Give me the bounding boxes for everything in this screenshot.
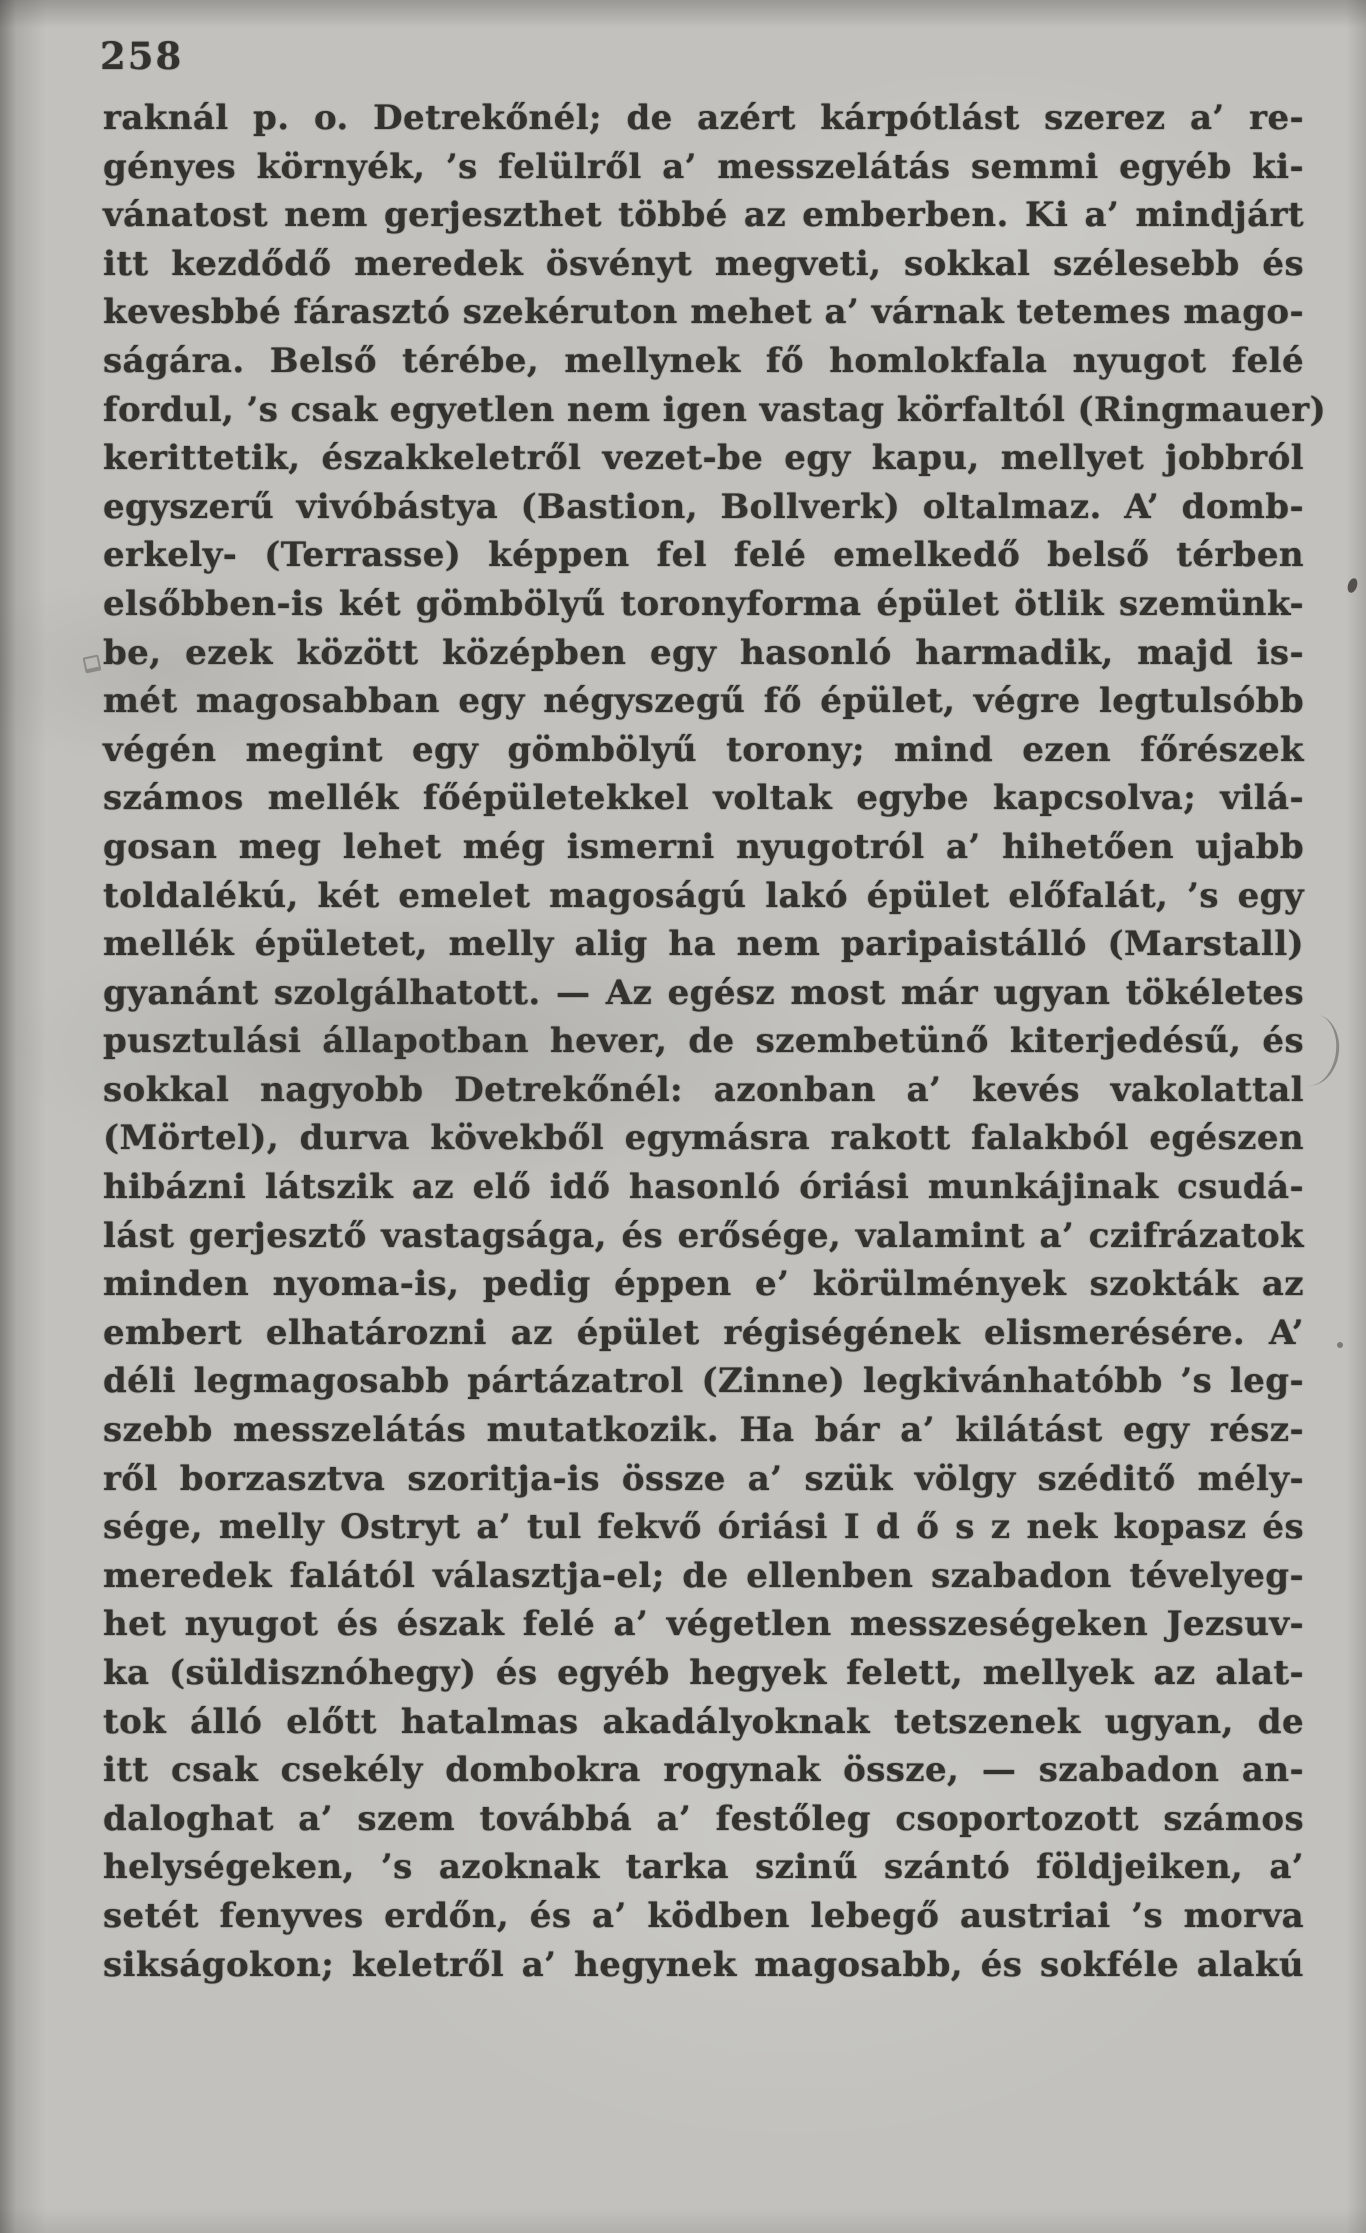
text-line: setét fenyves erdőn, és a’ ködben lebegő austriai ’s morva — [103, 1895, 1304, 1936]
text-line: mét magosabban egy négyszegű fő épület, végre legtulsóbb — [103, 681, 1304, 722]
text-line: itt kezdődő meredek ösvényt megveti, sokkal szélesebb és — [103, 243, 1304, 284]
text-line: mellék épületet, melly alig ha nem paripaistálló (Marstall) — [103, 924, 1304, 965]
text-line: toldalékú, két emelet magoságú lakó épület előfalát, ’s egy — [103, 875, 1304, 916]
text-line: hibázni látszik az elő idő hasonló óriási munkájinak csudá- — [103, 1167, 1304, 1208]
text-line: (Mörtel), durva kövekből egymásra rakott falakból egészen — [103, 1118, 1304, 1159]
body-text — [103, 94, 1327, 1989]
text-line: szebb messzelátás mutatkozik. Ha bár a’ kilátást egy rész- — [103, 1410, 1304, 1451]
text-line: gosan meg lehet még ismerni nyugotról a’ hihetően ujabb — [103, 826, 1304, 867]
text-line: het nyugot és észak felé a’ végetlen messzeségeken Jezsuv- — [103, 1604, 1304, 1645]
text-line: helységeken, ’s azoknak tarka szinű szántó földjeiken, a’ — [103, 1847, 1304, 1888]
text-line: meredek falától választja-el; de ellenben szabadon tévelyeg- — [103, 1555, 1304, 1596]
text-line: gényes környék, ’s felülről a’ messzelátás semmi egyéb ki- — [103, 146, 1304, 187]
text-line: ka (süldisznóhegy) és egyéb hegyek felett, mellyek az alat- — [103, 1653, 1304, 1693]
text-line: erkely- (Terrasse) képpen fel felé emelkedő belső térben — [103, 535, 1304, 576]
text-line: be, ezek között középben egy hasonló harmadik, majd is- — [103, 632, 1304, 673]
text-line: itt csak csekély dombokra rogynak össze, — szabadon an- — [103, 1750, 1304, 1791]
text-line: elsőbben-is két gömbölyű toronyforma épület ötlik szemünk- — [103, 583, 1304, 624]
text-line: egyszerű vivóbástya (Bastion, Bollverk) oltalmaz. A’ domb- — [103, 486, 1304, 527]
text-line: sége, melly Ostryt a’ tul fekvő óriási I d ő s z nek kopasz és — [103, 1507, 1304, 1548]
text-line: raknál p. o. Detrekőnél; de azért kárpótlást szerez a’ re- — [103, 98, 1304, 138]
text-line: számos mellék főépületekkel voltak egybe kapcsolva; vilá- — [103, 778, 1304, 819]
text-line: végén megint egy gömbölyű torony; mind ezen főrészek — [103, 729, 1304, 770]
text-line: ságára. Belső térébe, mellynek fő homlokfala nyugot felé — [103, 340, 1304, 381]
text-line: sikságokon; keletről a’ hegynek magosabb, és sokféle alakú — [103, 1944, 1304, 1985]
text-line: pusztulási állapotban hever, de szembetünő kiterjedésű, és — [103, 1021, 1304, 1062]
text-line: minden nyoma-is, pedig éppen e’ körülmények szokták az — [103, 1264, 1304, 1305]
text-line: sokkal nagyobb Detrekőnél: azonban a’ kevés vakolattal — [103, 1069, 1304, 1110]
scan-artifact-fleck — [83, 655, 102, 674]
text-line: kerittetik, északkeletről vezet-be egy kapu, mellyet jobbról — [103, 438, 1304, 479]
text-line: déli legmagosabb pártázatrol (Zinne) legkivánhatóbb ’s leg- — [103, 1361, 1304, 1402]
text-line: embert elhatározni az épület régiségének elismerésére. A’ — [103, 1312, 1304, 1353]
text-line: gyanánt szolgálhatott. — Az egész most már ugyan tökéletes — [103, 972, 1304, 1013]
text-line: vánatost nem gerjeszthet többé az emberben. Ki a’ mindjárt — [103, 195, 1304, 236]
text-line: daloghat a’ szem továbbá a’ festőleg csoportozott számos — [103, 1798, 1304, 1839]
scan-artifact-dot — [1346, 577, 1359, 594]
page-number: 258 — [100, 34, 184, 78]
text-line: tok álló előtt hatalmas akadályoknak tetszenek ugyan, de — [103, 1701, 1304, 1742]
text-line: lást gerjesztő vastagsága, és erősége, valamint a’ czifrázatok — [103, 1215, 1304, 1256]
text-line: kevesbbé fárasztó szekéruton mehet a’ várnak tetemes mago- — [103, 292, 1304, 333]
text-line: fordul, ’s csak egyetlen nem igen vastag körfaltól (Ringmauer) — [103, 389, 1327, 430]
scan-artifact-speck — [1337, 1342, 1343, 1348]
text-line: ről borzasztva szoritja-is össze a’ szük völgy széditő mély- — [103, 1458, 1304, 1499]
